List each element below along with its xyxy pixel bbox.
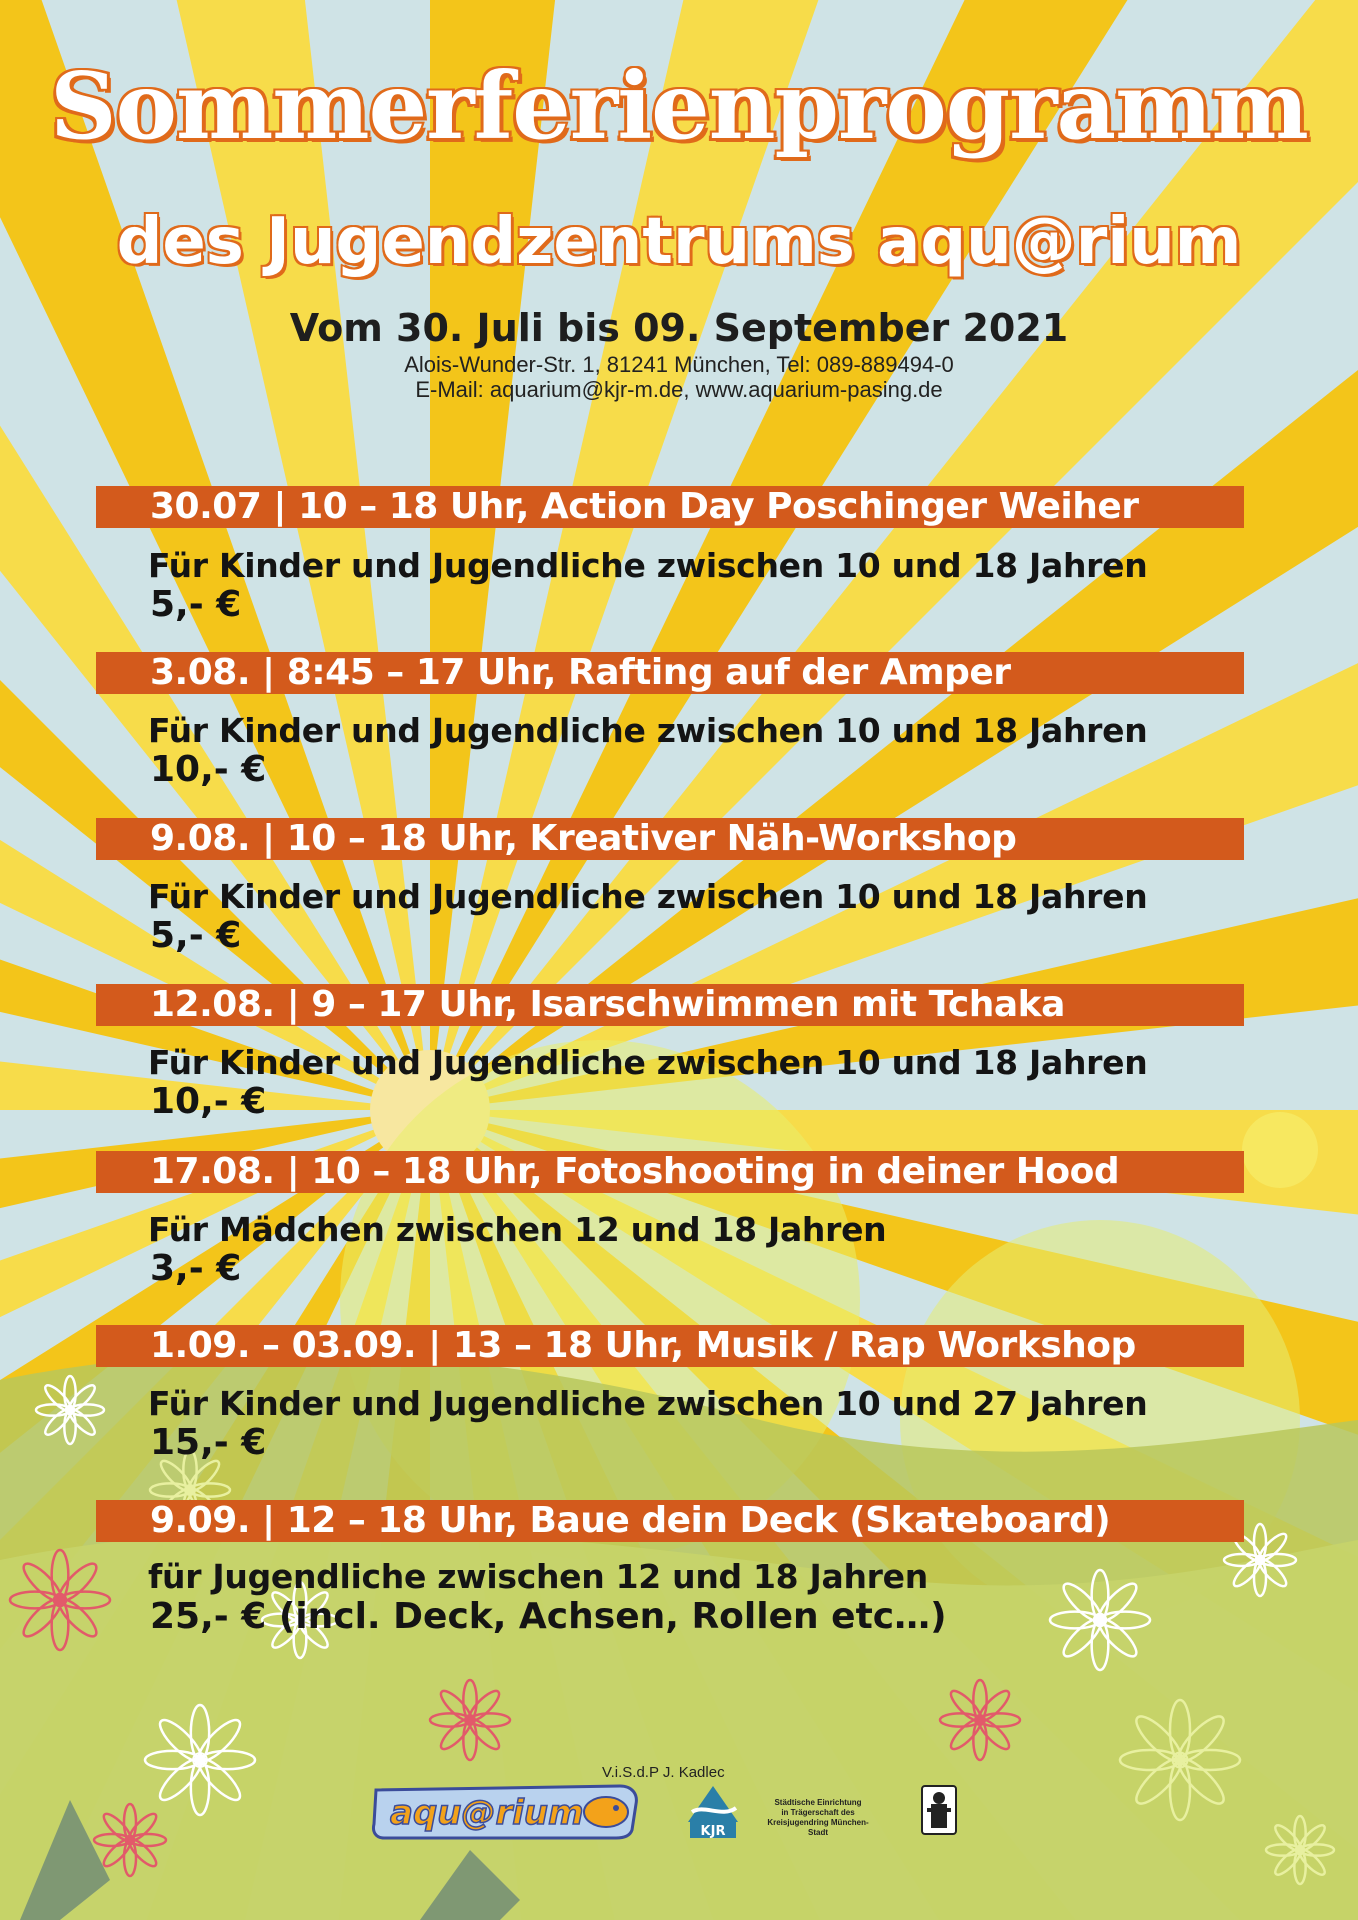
event-price: 5,- € bbox=[150, 915, 242, 956]
event-price: 15,- € bbox=[150, 1422, 267, 1463]
event-audience: Für Kinder und Jugendliche zwischen 10 und 18 Jahren bbox=[148, 877, 1148, 916]
contact-line: E-Mail: aquarium@kjr-m.de, www.aquarium-pasing.de bbox=[415, 377, 943, 402]
event-heading-bar bbox=[96, 1500, 1244, 1542]
event-audience: Für Kinder und Jugendliche zwischen 10 und 18 Jahren bbox=[148, 546, 1148, 585]
event-price: 25,- € (incl. Deck, Achsen, Rollen etc…) bbox=[150, 1596, 947, 1637]
event-price: 10,- € bbox=[150, 749, 267, 790]
event-heading: 1.09. – 03.09. | 13 – 18 Uhr, Musik / Rap Workshop bbox=[150, 1325, 1136, 1366]
event-price: 3,- € bbox=[150, 1248, 242, 1289]
event-heading: 3.08. | 8:45 – 17 Uhr, Rafting auf der Amper bbox=[150, 652, 1011, 693]
event-audience: Für Kinder und Jugendliche zwischen 10 und 27 Jahren bbox=[148, 1384, 1148, 1423]
date-range: Vom 30. Juli bis 09. September 2021 bbox=[289, 306, 1069, 350]
event-price: 10,- € bbox=[150, 1081, 267, 1122]
credit-line: V.i.S.d.P J. Kadlec bbox=[602, 1764, 725, 1781]
event-audience: Für Mädchen zwischen 12 und 18 Jahren bbox=[148, 1210, 887, 1249]
aquarium-logo bbox=[370, 1780, 642, 1842]
event-heading-bar bbox=[96, 1325, 1244, 1367]
event-heading: 17.08. | 10 – 18 Uhr, Fotoshooting in deiner Hood bbox=[150, 1151, 1120, 1192]
kjr-caption-line: Städtische Einrichtung bbox=[774, 1798, 862, 1807]
poster-title: Sommerferienprogramm bbox=[50, 52, 1308, 160]
event-heading-bar bbox=[96, 984, 1244, 1026]
event-heading: 9.08. | 10 – 18 Uhr, Kreativer Näh-Workshop bbox=[150, 818, 1017, 859]
event-heading-bar bbox=[96, 486, 1244, 528]
event-audience: für Jugendliche zwischen 12 und 18 Jahren bbox=[148, 1557, 928, 1596]
poster-subtitle: des Jugendzentrums aqu@rium bbox=[116, 205, 1242, 279]
event-heading: 12.08. | 9 – 17 Uhr, Isarschwimmen mit Tchaka bbox=[150, 984, 1065, 1025]
kjr-caption bbox=[762, 1798, 874, 1838]
event-heading-bar bbox=[96, 818, 1244, 860]
event-heading: 9.09. | 12 – 18 Uhr, Baue dein Deck (Skateboard) bbox=[150, 1500, 1111, 1541]
kjr-caption-line: in Trägerschaft des bbox=[781, 1808, 855, 1817]
event-heading: 30.07 | 10 – 18 Uhr, Action Day Poschinger Weiher bbox=[150, 486, 1139, 527]
kjr-logo-text: KJR bbox=[700, 1824, 726, 1839]
event-heading-bar bbox=[96, 1151, 1244, 1193]
event-heading-bar bbox=[96, 652, 1244, 694]
kjr-logo bbox=[684, 1782, 742, 1840]
event-audience: Für Kinder und Jugendliche zwischen 10 und 18 Jahren bbox=[148, 711, 1148, 750]
address-line: Alois-Wunder-Str. 1, 81241 München, Tel: 089-889494-0 bbox=[404, 352, 954, 377]
kjr-caption-line: Kreisjugendring München-Stadt bbox=[767, 1818, 869, 1837]
munich-city-logo bbox=[920, 1784, 958, 1836]
event-audience: Für Kinder und Jugendliche zwischen 10 und 18 Jahren bbox=[148, 1043, 1148, 1082]
aquarium-logo-text: aqu@rium bbox=[390, 1793, 584, 1833]
event-price: 5,- € bbox=[150, 584, 242, 625]
